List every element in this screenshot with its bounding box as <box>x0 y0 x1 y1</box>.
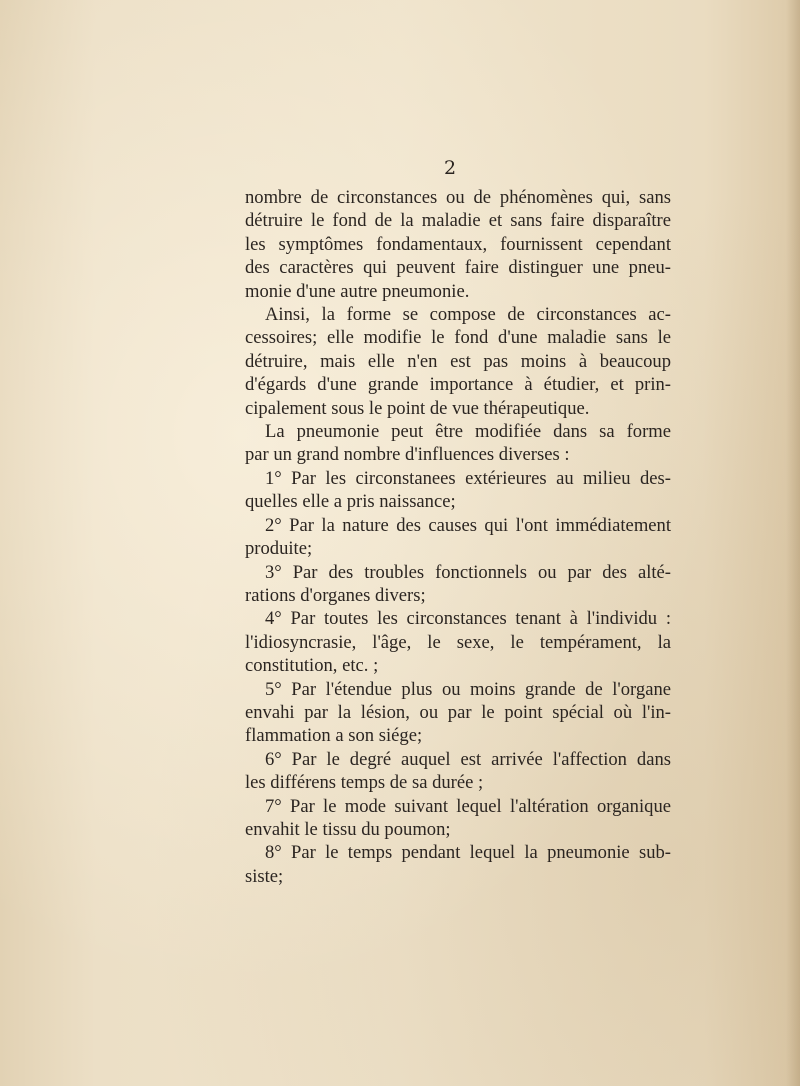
list-item-line: 7° Par le mode suivant lequel l'altération organique <box>265 795 671 817</box>
list-item-line: flammation a son siége; <box>245 725 423 747</box>
list-item-line: 3° Par des troubles fonctionnels ou par des alté- <box>265 561 671 583</box>
list-item-line: 2° Par la nature des causes qui l'ont immédiatement <box>265 514 671 536</box>
text-line: d'égards d'une grande importance à étudier, et prin- <box>245 374 671 396</box>
list-item-line: 5° Par l'étendue plus ou moins grande de l'organe <box>265 678 671 700</box>
text-line: détruire, mais elle n'en est pas moins à beaucoup <box>245 350 671 372</box>
list-item-line: envahit le tissu du poumon; <box>245 818 451 840</box>
list-item-line: quelles elle a pris naissance; <box>245 491 456 513</box>
list-item-line: 1° Par les circonstanees extérieures au milieu des- <box>265 467 671 489</box>
list-item-line: rations d'organes divers; <box>245 584 426 606</box>
list-item-line: l'idiosyncrasie, l'âge, le sexe, le tempérament, la <box>245 631 671 653</box>
text-line: cipalement sous le point de vue thérapeutique. <box>245 397 590 419</box>
page-number: 2 <box>443 157 457 179</box>
text-line: détruire le fond de la maladie et sans faire disparaître <box>245 210 671 232</box>
text-line: La pneumonie peut être modifiée dans sa forme <box>265 421 671 443</box>
text-line: nombre de circonstances ou de phénomènes qui, sans <box>245 187 671 208</box>
list-item-line: siste; <box>245 865 284 887</box>
text-line: les symptômes fondamentaux, fournissent cependant <box>245 233 671 255</box>
list-item-line: envahi par la lésion, ou par le point spécial où l'in- <box>245 701 671 723</box>
text-line: monie d'une autre pneumonie. <box>245 280 470 302</box>
list-item-line: 6° Par le degré auquel est arrivée l'affection dans <box>265 748 671 770</box>
list-item-line: produite; <box>245 538 313 560</box>
text-line: Ainsi, la forme se compose de circonstances ac- <box>265 304 671 326</box>
list-item-line: les différens temps de sa durée ; <box>245 772 484 794</box>
list-item-line: constitution, etc. ; <box>245 655 379 677</box>
text-line: par un grand nombre d'influences diverses : <box>245 444 570 466</box>
list-item-line: 8° Par le temps pendant lequel la pneumonie sub- <box>265 842 671 864</box>
text-line: des caractères qui peuvent faire distinguer une pneu- <box>245 257 671 279</box>
body-text <box>245 186 671 888</box>
text-line: cessoires; elle modifie le fond d'une maladie sans le <box>245 327 671 349</box>
page-edge-shadow <box>786 0 800 1086</box>
list-item-line: 4° Par toutes les circonstances tenant à l'individu : <box>265 608 671 630</box>
